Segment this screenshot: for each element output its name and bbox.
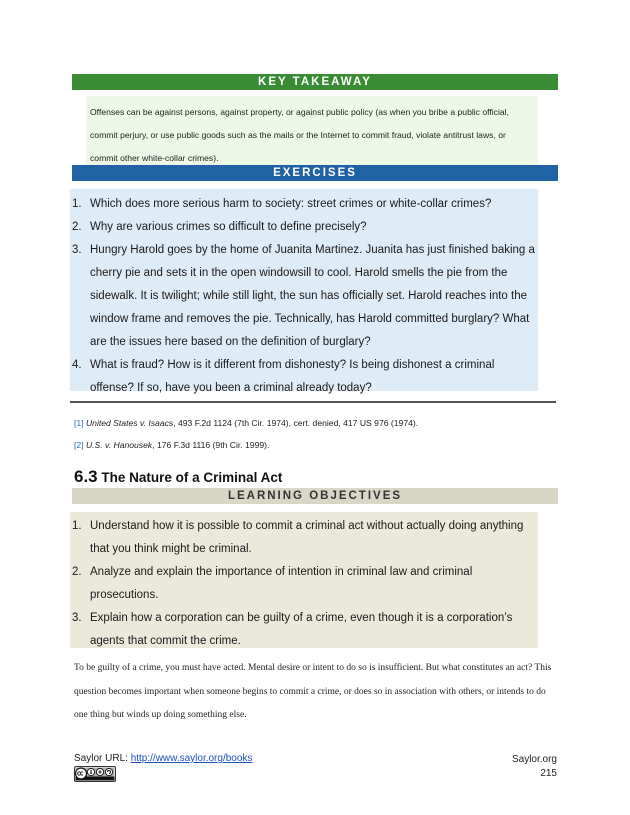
footnote-ref-link[interactable]: [1] <box>74 418 84 428</box>
exercise-item <box>70 216 538 239</box>
footer-source <box>74 753 252 764</box>
objective-number: 3. <box>72 612 82 624</box>
case-name: United States v. Isaacs <box>85 418 174 428</box>
section-number: 6.3 <box>74 467 98 486</box>
saylor-books-link[interactable]: http://www.saylor.org/books <box>130 753 253 764</box>
exercise-number: 1. <box>72 198 82 210</box>
objective-text: Analyze and explain the importance of intention in criminal law and criminal prosecutions. <box>90 566 473 601</box>
objective-number: 2. <box>72 566 82 578</box>
exercise-text: Which does more serious harm to society: street crimes or white-collar crimes? <box>90 198 492 210</box>
footer-page-info <box>512 753 557 781</box>
exercises-list <box>70 193 538 400</box>
section-title: The Nature of a Criminal Act <box>97 470 283 485</box>
objective-text: Understand how it is possible to commit a criminal act without actually doing anything that you think might be criminal. <box>90 520 524 555</box>
exercise-number: 2. <box>72 221 82 233</box>
learning-objectives-list <box>70 515 538 653</box>
page-number: 215 <box>540 768 557 779</box>
exercise-number: 4. <box>72 359 82 371</box>
footnote-2 <box>74 439 269 451</box>
case-citation: , 176 F.3d 1116 (9th Cir. 1999). <box>152 440 270 450</box>
case-citation: , 493 F.2d 1124 (7th Cir. 1974), cert. denied, 417 US 976 (1974). <box>173 418 419 428</box>
key-takeaway-text: Offenses can be against persons, against property, or against public policy (as when you bribe a public official, commit perjury, or use public goods such as the mails or the Internet to commit fraud, violate antitrust laws, or commit other white-collar crimes). <box>90 107 509 163</box>
exercise-text: Why are various crimes so difficult to define precisely? <box>90 221 367 233</box>
objective-item <box>70 515 538 561</box>
exercises-heading: EXERCISES <box>72 165 558 181</box>
exercise-item <box>70 193 538 216</box>
footer-site: Saylor.org <box>511 754 557 765</box>
footnote-1 <box>74 417 418 429</box>
footnote-divider <box>70 401 556 403</box>
footer-url-label: Saylor URL: <box>74 753 131 764</box>
key-takeaway-heading: KEY TAKEAWAY <box>72 74 558 90</box>
section-heading <box>74 467 282 487</box>
objective-number: 1. <box>72 520 82 532</box>
learning-objectives-heading: LEARNING OBJECTIVES <box>72 488 558 504</box>
body-paragraph: To be guilty of a crime, you must have acted. Mental desire or intent to do so is insufficient. But what constitutes an act? This question becomes important when someone begins to commit a crime, or does so in association with others, or intends to do one thing but winds up doing something else. <box>74 663 552 720</box>
objective-item <box>70 561 538 607</box>
footnote-ref-link[interactable]: [2] <box>74 440 84 450</box>
exercise-item <box>70 239 538 354</box>
case-name: U.S. v. Hanousek <box>85 440 153 450</box>
exercise-text: What is fraud? How is it different from dishonesty? Is being dishonest a criminal offense? If so, have you been a criminal already today? <box>90 359 495 394</box>
objective-text: Explain how a corporation can be guilty of a crime, even though it is a corporation’s agents that commit the crime. <box>90 612 513 647</box>
cc-by-nc-sa-icon <box>74 766 116 782</box>
exercise-text: Hungry Harold goes by the home of Juanita Martinez. Juanita has just finished baking a cherry pie and sets it in the open windowsill to cool. Harold smells the pie from the sidewalk. It is twilight; while still light, the sun has officially set. Harold reaches into the window frame and removes the pie. Technically, has Harold committed burglary? What are the issues here based on the definition of burglary? <box>90 244 535 348</box>
exercise-item <box>70 354 538 400</box>
objective-item <box>70 607 538 653</box>
exercise-number: 3. <box>72 244 82 256</box>
